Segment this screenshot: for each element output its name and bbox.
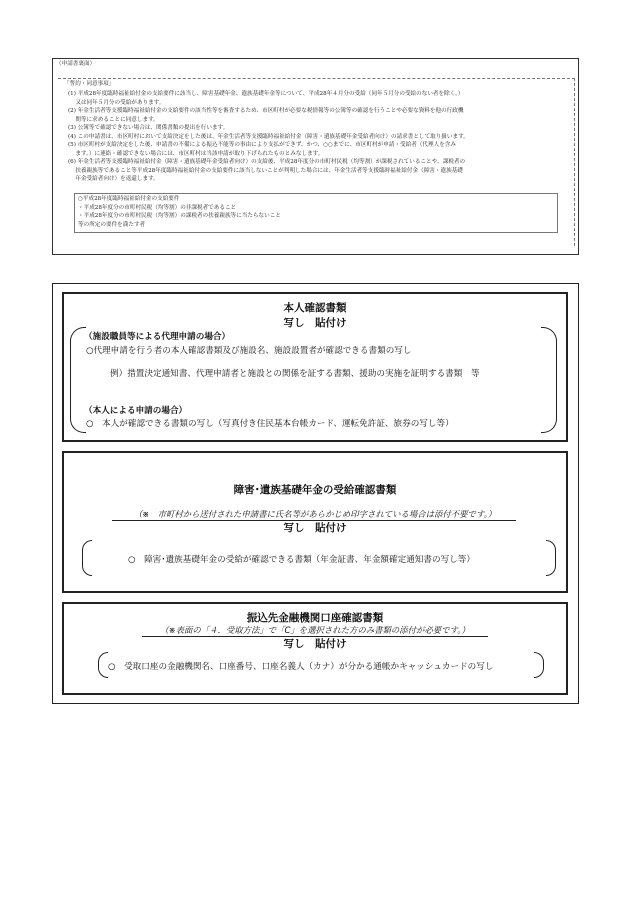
terms-line: (1) 平成28年度臨時福祉給付金の支給要件に該当し、障害基礎年金、遺族基礎年金等について、平成28年４月分の受給（同年５月分の受給のない者を除く。） [68,91,464,97]
requirements-line: ・平成28年度分の市町村民税（均等割）の非課税者であること [78,204,237,211]
example-text: 例）措置決定通知書、代理申請者と施設との関係を証する書類、援助の実施を証明する書類 等 [110,369,480,379]
right-bracket [546,540,556,576]
bank-panel-title: 振込先金融機関口座確認書類 [246,612,384,624]
proxy-text: ○代理申請を行う者の本人確認書類及び施設名、施設設置者が確認できる書類の写し [86,346,412,356]
right-bracket [541,327,557,433]
bank-panel-note: （※表面の「４．受取方法」で「C」を選択された方のみ書類の添付が必要です。） [160,625,470,635]
terms-line: (4) この申請書は、市区町村において支給決定をした後は、年金生活者等支援臨時福祉給付金（障害・遺族基礎年金受給者向け）の請求書として取り扱います。 [68,133,469,140]
terms-line: 又は同年５月分の受給があります。 [68,99,165,106]
terms-line: (5) 市区町村が支給決定をした後、申請書の不備による振込不能等の事由により支払ができず、かつ、○○までに、市区町村が申請・受給者（代理人を含み [68,142,456,148]
terms-line: 扶養親族等であること等平成28年度臨時福祉給付金の支給要件に該当しないことが判明した場合には、年金生活者等支援臨時福祉給付金（障害・遺族基礎 [68,167,463,174]
left-bracket [98,652,108,678]
terms-heading: （申請書裏面） [56,61,96,67]
proxy-heading: （施設職員等による代理申請の場合） [84,332,231,342]
pension-panel-title: 障害･遺族基礎年金の受給確認書類 [233,484,397,496]
left-bracket [70,327,86,433]
left-bracket [82,540,92,576]
identity-panel-title: 本人確認書類 [283,302,347,314]
requirements-line: ○平成28年度臨時福祉給付金の支給要件 [78,196,180,202]
pension-text: ○ 障害･遺族基礎年金の受給が確認できる書類（年金証書、年金額確定通知書の写し等） [128,555,475,565]
terms-line: (6) 年金生活者等支援臨時福祉給付金（障害・遺族基礎年金受給者向け）の支給後、平成28年度分の市町村民税（均等割）が課税されていることや、課税者の [68,159,466,165]
identity-panel-subtitle: 写し 貼付け [283,317,347,329]
bank-panel-subtitle: 写し 貼付け [283,638,347,650]
requirements-line: 等の所定の要件を満たす者 [78,221,146,228]
requirements-line: ・平成28年度分の市町村民税（均等割）の課税者の扶養親族等に当たらないこと [78,213,281,219]
pension-panel-note: （※ 市町村から送付された申請書に氏名等があらかじめ印字されている場合は添付不要です。） [133,509,497,519]
pension-panel-subtitle: 写し 貼付け [283,522,347,534]
self-text: ○ 本人が確認できる書類の写し（写真付き住民基本台帳カード、運転免許証、旅券の写し等） [86,419,454,429]
terms-line: (3) 公簿等で確認できない場合は、関係書類の提出を行います。 [68,125,229,131]
self-heading: （本人による申請の場合） [84,406,188,416]
terms-line: ます。）に連絡・確認できない場合には、市区町村は当該申請が取り下げられたものとみなします。 [68,150,324,157]
terms-line: 関等に求めることに同意します。 [68,116,159,123]
terms-subheading: 「誓約・同意事項」 [64,81,115,87]
terms-line: 年金受給者向け）を返還します。 [68,176,159,182]
terms-line: (2) 年金生活者等支援臨時福祉給付金の支給要件の該当性等を審査するため、市区町村が必要な税情報等の公簿等の確認を行うことや必要な資料を他の行政機 [68,108,464,114]
bank-text: ○ 受取口座の金融機関名、口座番号、口座名義人（カナ）が分かる通帳かキャッシュカードの写し [108,662,494,672]
